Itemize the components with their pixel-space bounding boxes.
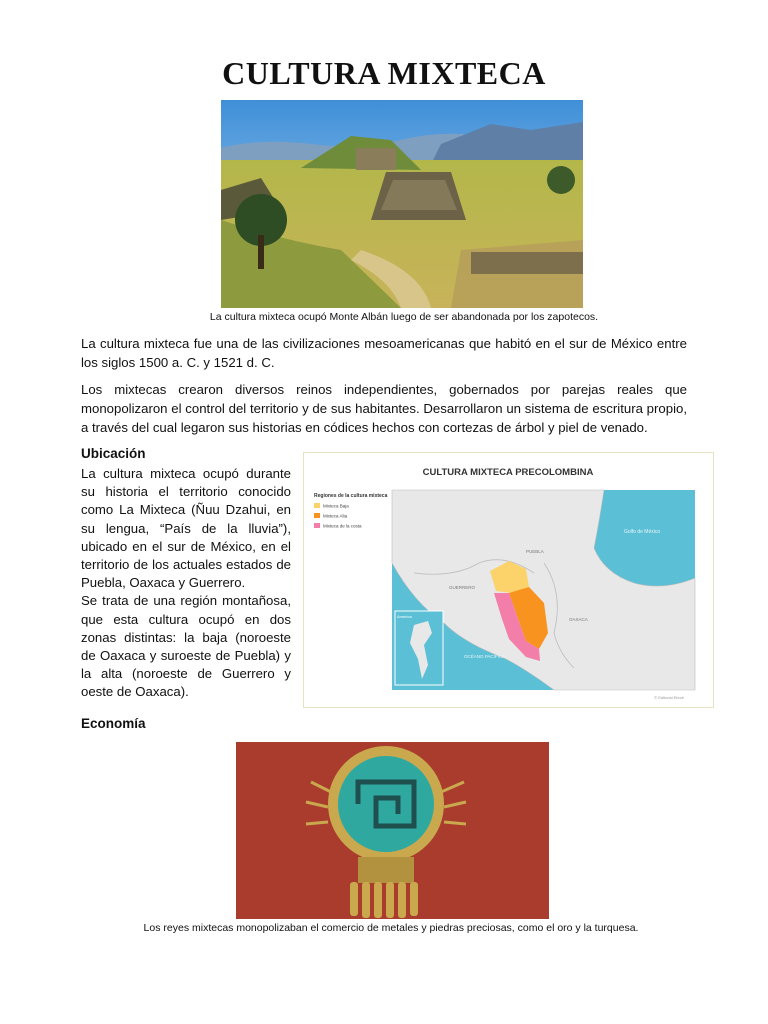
label-oaxaca: OAXACA <box>569 617 588 622</box>
inset-label: América <box>397 614 412 619</box>
label-golfo: Golfo de México <box>624 529 661 535</box>
legend-swatch-alta <box>314 513 320 518</box>
map-credit: © Editorial Etecé <box>654 695 684 700</box>
legend-swatch-baja <box>314 503 320 508</box>
legend-label-baja: Mixteca Baja <box>323 503 349 509</box>
mixteca-map <box>303 452 714 708</box>
legend-label-costa: Mixteca de la costa <box>323 523 362 529</box>
photo-caption-2: Los reyes mixtecas monopolizaban el comercio de metales y piedras preciosas, como el oro y la turquesa. <box>143 922 639 934</box>
label-oceano: OCÉANO PACÍFICO <box>464 654 506 659</box>
ubicacion-paragraph-1: La cultura mixteca ocupó durante su historia el territorio conocido como La Mixteca (Ñuu Dzahui, en su lengua, “País de la lluvia”), ubicado en el sur de México, en el territorio de los actuales estados de Puebla, Oaxaca y Guerrero. <box>81 466 291 591</box>
legend-title: Regiones de la cultura mixteca <box>314 493 388 499</box>
document-title: CULTURA MIXTECA <box>222 55 546 91</box>
label-guerrero: GUERRERO <box>449 585 476 590</box>
intro-paragraph: La cultura mixteca fue una de las civilizaciones mesoamericanas que habitó en el sur de México entre los siglos 1500 a. C. y 1521 d. C. <box>81 336 687 370</box>
ubicacion-text <box>81 465 291 702</box>
heading-economia: Economía <box>81 716 146 731</box>
kingdoms-paragraph: Los mixtecas crearon diversos reinos independientes, gobernados por parejas reales que monopolizaron el control del territorio y de sus habitantes. Desarrollaron un sistema de escritura propio, a través del cual legaron sus historias en códices hechos con cortezas de árbol y piel de venado. <box>81 382 687 435</box>
map-title: CULTURA MIXTECA PRECOLOMBINA <box>422 467 594 478</box>
legend-swatch-costa <box>314 523 320 528</box>
label-puebla: PUEBLA <box>526 549 544 554</box>
monte-alban-photo <box>221 100 583 308</box>
heading-ubicacion: Ubicación <box>81 446 146 461</box>
legend-label-alta: Mixteca Alta <box>323 513 348 519</box>
ubicacion-paragraph-2: Se trata de una región montañosa, que esta cultura ocupó en dos zonas distintas: la baja (noroeste de Oaxaca y suroeste de Puebla) y la alta (noroeste de Guerrero y oeste de Oaxaca). <box>81 593 291 700</box>
photo-caption-1: La cultura mixteca ocupó Monte Albán luego de ser abandonada por los zapotecos. <box>209 311 599 323</box>
mixtec-ornament-photo <box>236 742 549 919</box>
